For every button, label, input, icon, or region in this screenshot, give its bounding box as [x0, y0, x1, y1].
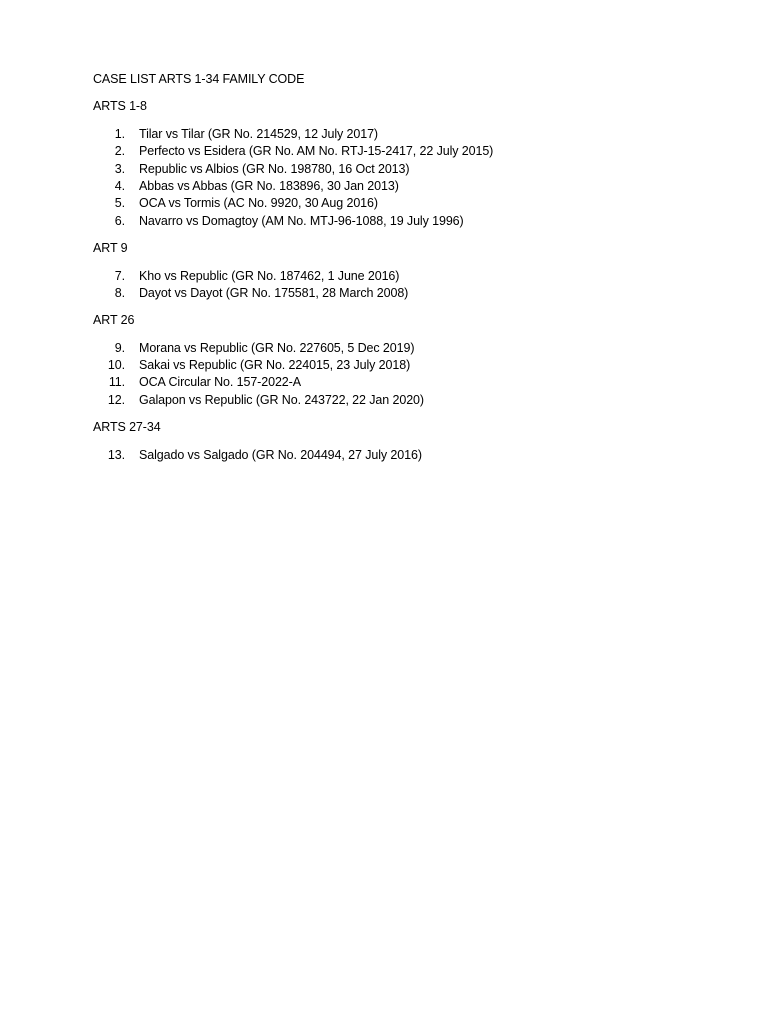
list-item	[93, 447, 733, 464]
list-item-text: Dayot vs Dayot (GR No. 175581, 28 March 2008)	[139, 285, 409, 300]
list-item-text: Morana vs Republic (GR No. 227605, 5 Dec 2019)	[139, 340, 415, 355]
section-heading-arts-27-34: ARTS 27-34	[93, 420, 161, 435]
list-item-number: 10.	[107, 358, 125, 373]
list-item-number: 6.	[114, 213, 125, 228]
list-item-text: Tilar vs Tilar (GR No. 214529, 12 July 2017)	[139, 126, 378, 141]
list-item-number: 1.	[114, 126, 125, 141]
list-item	[93, 213, 733, 230]
list-item-text: Galapon vs Republic (GR No. 243722, 22 Jan 2020)	[139, 392, 424, 407]
case-list-art-9	[93, 268, 733, 303]
list-item	[93, 161, 733, 178]
list-item-text: Abbas vs Abbas (GR No. 183896, 30 Jan 2013)	[139, 178, 399, 193]
section-heading-art-26: ART 26	[93, 313, 135, 328]
list-item	[93, 340, 733, 357]
list-item-number: 4.	[114, 178, 125, 193]
list-item-number: 3.	[114, 161, 125, 176]
list-item-number: 5.	[114, 196, 125, 211]
list-item	[93, 195, 733, 212]
list-item-text: OCA vs Tormis (AC No. 9920, 30 Aug 2016)	[139, 196, 378, 211]
list-item-text: OCA Circular No. 157-2022-A	[139, 375, 301, 390]
list-item-text: Republic vs Albios (GR No. 198780, 16 Oct 2013)	[139, 161, 410, 176]
list-item	[93, 143, 733, 160]
list-item-number: 9.	[114, 340, 125, 355]
case-list-art-26	[93, 340, 733, 410]
list-item-number: 7.	[114, 268, 125, 283]
list-item-text: Navarro vs Domagtoy (AM No. MTJ-96-1088, 19 July 1996)	[139, 213, 464, 228]
list-item-number: 2.	[114, 144, 125, 159]
list-item-number: 12.	[107, 392, 125, 407]
section-heading-art-9: ART 9	[93, 241, 128, 256]
list-item-text: Salgado vs Salgado (GR No. 204494, 27 July 2016)	[139, 447, 422, 462]
list-item-number: 11.	[108, 375, 125, 390]
document-body	[93, 71, 733, 474]
list-item-text: Perfecto vs Esidera (GR No. AM No. RTJ-15-2417, 22 July 2015)	[139, 144, 494, 159]
document-title: CASE LIST ARTS 1-34 FAMILY CODE	[93, 72, 305, 86]
section-heading-arts-1-8: ARTS 1-8	[93, 99, 147, 114]
list-item	[93, 178, 733, 195]
list-item-text: Sakai vs Republic (GR No. 224015, 23 July 2018)	[139, 358, 411, 373]
list-item	[93, 285, 733, 302]
case-list-arts-1-8	[93, 126, 733, 230]
list-item-text: Kho vs Republic (GR No. 187462, 1 June 2016)	[139, 268, 400, 283]
list-item-number: 8.	[114, 285, 125, 300]
list-item	[93, 126, 733, 143]
list-item	[93, 392, 733, 409]
list-item	[93, 374, 733, 391]
list-item-number: 13.	[107, 447, 125, 462]
case-list-arts-27-34	[93, 447, 733, 464]
list-item	[93, 268, 733, 285]
list-item	[93, 357, 733, 374]
